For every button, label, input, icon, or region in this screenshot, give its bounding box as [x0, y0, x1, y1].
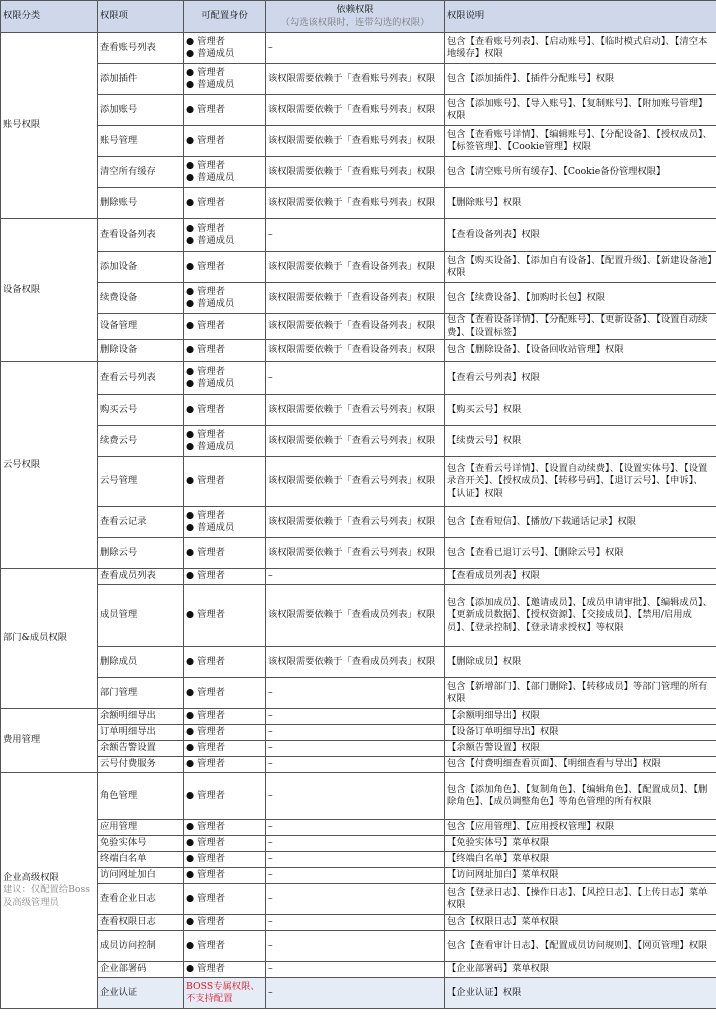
roles-cell — [184, 219, 266, 252]
roles-cell — [184, 538, 266, 569]
roles-list — [186, 286, 263, 311]
role-item: ● 管理者 — [186, 429, 263, 442]
category-cell — [1, 773, 98, 1009]
category-cell — [1, 709, 98, 773]
permission-item: 成员管理 — [98, 585, 184, 647]
table-row — [1, 820, 716, 836]
permission-item: 查看成员列表 — [98, 569, 184, 585]
table-row — [1, 757, 716, 773]
description-cell: 【终端白名单】菜单权限 — [445, 852, 716, 868]
roles-cell — [184, 962, 266, 978]
table-row — [1, 585, 716, 647]
dependency-cell: – — [266, 741, 445, 757]
description-cell: 包含【付费明细查看页面】、【明细查看与导出】权限 — [445, 757, 716, 773]
description-cell: 包含【查看账号详情】、【编辑账号】、【分配设备】、【授权成员】、【标签管理】、【Cookie管理】权限 — [445, 126, 716, 157]
table-row — [1, 95, 716, 126]
roles-list — [186, 821, 263, 834]
description-cell: 包含【权限日志】菜单权限 — [445, 915, 716, 931]
dependency-cell: – — [266, 773, 445, 820]
table-row — [1, 219, 716, 252]
description-cell: 【余额明细导出】权限 — [445, 709, 716, 725]
dependency-cell: – — [266, 915, 445, 931]
description-cell: 【购买云号】权限 — [445, 395, 716, 426]
permission-item: 订单明细导出 — [98, 725, 184, 741]
role-item: ● 管理者 — [186, 790, 263, 803]
dependency-cell: 该权限需要依赖于「查看云号列表」权限 — [266, 426, 445, 457]
table-row — [1, 773, 716, 820]
permission-item: 余额明细导出 — [98, 709, 184, 725]
category-cell — [1, 569, 98, 709]
permission-item: 删除云号 — [98, 538, 184, 569]
dependency-cell: 该权限需要依赖于「查看设备列表」权限 — [266, 252, 445, 283]
permission-item: 角色管理 — [98, 773, 184, 820]
table-row — [1, 538, 716, 569]
category-label: 费用管理 — [3, 734, 41, 746]
dependency-cell: 该权限需要依赖于「查看云号列表」权限 — [266, 507, 445, 538]
table-row — [1, 884, 716, 915]
roles-list — [186, 609, 263, 622]
description-cell: 包含【新增部门】、【部门删除】、【转移成员】等部门管理的所有权限 — [445, 678, 716, 709]
role-item: ● 管理者 — [186, 916, 263, 929]
header-category: 权限分类 — [1, 1, 98, 33]
table-row — [1, 33, 716, 64]
table-row — [1, 569, 716, 585]
dependency-cell: – — [266, 362, 445, 395]
dependency-cell: – — [266, 219, 445, 252]
table-row — [1, 157, 716, 188]
roles-list — [186, 687, 263, 700]
category-label: 企业高级权限 — [3, 871, 59, 883]
role-item: ● 管理者 — [186, 609, 263, 622]
dependency-cell: 该权限需要依赖于「查看成员列表」权限 — [266, 647, 445, 678]
permission-item: 余额告警设置 — [98, 741, 184, 757]
roles-cell — [184, 362, 266, 395]
table-row — [1, 188, 716, 219]
description-cell: 包含【添加角色】、【复制角色】、【编辑角色】、【配置成员】、【删除角色】、【成员调整角色】等角色管理的所有权限 — [445, 773, 716, 820]
roles-cell — [184, 647, 266, 678]
role-item: ● 普通成员 — [186, 441, 263, 454]
role-item: ● 管理者 — [186, 366, 263, 379]
permission-item: 查看云号列表 — [98, 362, 184, 395]
dependency-cell: 该权限需要依赖于「查看账号列表」权限 — [266, 157, 445, 188]
role-item: ● 普通成员 — [186, 522, 263, 535]
roles-cell — [184, 757, 266, 773]
description-cell: 包含【查看审计日志】、【配置成员访问规则】、【网页管理】权限 — [445, 931, 716, 962]
dependency-cell: 该权限需要依赖于「查看账号列表」权限 — [266, 188, 445, 219]
category-label: 账号权限 — [3, 119, 41, 131]
dependency-cell: 该权限需要依赖于「查看账号列表」权限 — [266, 95, 445, 126]
description-cell: 【查看成员列表】权限 — [445, 569, 716, 585]
roles-cell — [184, 64, 266, 95]
permission-item: 部门管理 — [98, 678, 184, 709]
role-item: ● 管理者 — [186, 837, 263, 850]
role-item: ● 普通成员 — [186, 298, 263, 311]
role-item: ● 管理者 — [186, 821, 263, 834]
roles-cell — [184, 836, 266, 852]
permission-item: 查看账号列表 — [98, 33, 184, 64]
role-item: ● 管理者 — [186, 853, 263, 866]
roles-cell — [184, 978, 266, 1009]
roles-list — [186, 837, 263, 850]
table-row — [1, 678, 716, 709]
description-cell: 包含【查看短信】、【播放/下载通话记录】权限 — [445, 507, 716, 538]
dependency-cell: – — [266, 962, 445, 978]
roles-cell — [184, 426, 266, 457]
table-row — [1, 64, 716, 95]
role-item: ● 管理者 — [186, 869, 263, 882]
permission-item: 删除账号 — [98, 188, 184, 219]
role-item: ● 管理者 — [186, 160, 263, 173]
dependency-cell: – — [266, 931, 445, 962]
dependency-cell: 该权限需要依赖于「查看账号列表」权限 — [266, 126, 445, 157]
header-item: 权限项 — [98, 1, 184, 33]
permission-item: 添加插件 — [98, 64, 184, 95]
roles-list — [186, 940, 263, 953]
permission-item: 成员访问控制 — [98, 931, 184, 962]
roles-cell — [184, 507, 266, 538]
roles-list — [186, 893, 263, 906]
description-cell: 包含【续费设备】、【加购时长包】权限 — [445, 283, 716, 314]
table-body — [1, 33, 716, 1009]
table-row — [1, 978, 716, 1009]
dependency-cell: – — [266, 725, 445, 741]
role-item: ● 管理者 — [186, 223, 263, 236]
role-item: ● 管理者 — [186, 547, 263, 560]
permission-item: 清空所有缓存 — [98, 157, 184, 188]
dependency-cell: – — [266, 820, 445, 836]
permission-item: 企业认证 — [98, 978, 184, 1009]
header-dependency-label: 依赖权限 — [336, 4, 374, 15]
table-row — [1, 962, 716, 978]
table-row — [1, 457, 716, 507]
dependency-cell: 该权限需要依赖于「查看成员列表」权限 — [266, 585, 445, 647]
role-item: ● 管理者 — [186, 963, 263, 976]
permission-item: 添加账号 — [98, 95, 184, 126]
role-item: ● 管理者 — [186, 36, 263, 49]
roles-list — [186, 570, 263, 583]
roles-cell — [184, 884, 266, 915]
roles-list — [186, 160, 263, 185]
category-cell — [1, 362, 98, 569]
roles-cell — [184, 395, 266, 426]
permission-item: 设备管理 — [98, 314, 184, 340]
permission-item: 购买云号 — [98, 395, 184, 426]
table-row — [1, 725, 716, 741]
role-item: ● 管理者 — [186, 742, 263, 755]
roles-list — [186, 853, 263, 866]
permission-item: 查看权限日志 — [98, 915, 184, 931]
roles-list — [186, 429, 263, 454]
category-label: 云号权限 — [3, 458, 41, 470]
description-cell: 包含【查看设备详情】、【分配账号】、【更新设备】、【设置自动续费】、【设置标签】 — [445, 314, 716, 340]
description-cell: 【查看云号列表】权限 — [445, 362, 716, 395]
description-cell: 包含【查看云号详情】、【设置自动续费】、【设置实体号】、【设置录音开关】、【授权成员】、【转移号码】、【退订云号】、【申诉】、【认证】权限 — [445, 457, 716, 507]
description-cell: 包含【应用管理】、【应用授权管理】权限 — [445, 820, 716, 836]
description-cell: 包含【删除设备】、【设备回收站管理】权限 — [445, 340, 716, 362]
dependency-cell: 该权限需要依赖于「查看设备列表」权限 — [266, 314, 445, 340]
table-row — [1, 931, 716, 962]
description-cell: 包含【登录日志】、【操作日志】、【风控日志】、【上传日志】菜单权限 — [445, 884, 716, 915]
roles-list — [186, 790, 263, 803]
table-header-row — [1, 1, 716, 33]
permission-item: 查看云记录 — [98, 507, 184, 538]
dependency-cell: – — [266, 884, 445, 915]
roles-cell — [184, 457, 266, 507]
roles-list — [186, 261, 263, 274]
roles-list — [186, 366, 263, 391]
roles-list — [186, 197, 263, 210]
roles-cell — [184, 252, 266, 283]
permission-item: 云号管理 — [98, 457, 184, 507]
table-row — [1, 709, 716, 725]
roles-list — [186, 742, 263, 755]
description-cell: 包含【添加账号】、【导入账号】、【复制账号】、【附加账号管理】权限 — [445, 95, 716, 126]
roles-cell — [184, 852, 266, 868]
description-cell: 【续费云号】权限 — [445, 426, 716, 457]
role-item: ● 普通成员 — [186, 48, 263, 61]
roles-list — [186, 223, 263, 248]
permission-item: 续费设备 — [98, 283, 184, 314]
permission-item: 访问网址加白 — [98, 868, 184, 884]
table-row — [1, 868, 716, 884]
roles-cell — [184, 915, 266, 931]
dependency-cell: – — [266, 757, 445, 773]
description-cell: 【查看设备列表】权限 — [445, 219, 716, 252]
dependency-cell: 该权限需要依赖于「查看云号列表」权限 — [266, 395, 445, 426]
boss-only-note: BOSS专属权限、不支持配置 — [186, 980, 260, 1004]
description-cell: 包含【查看已退订云号】、【删除云号】权限 — [445, 538, 716, 569]
permission-item: 添加设备 — [98, 252, 184, 283]
category-note: 建议：仅配置给Boss及高级管理员 — [3, 884, 91, 908]
role-item: ● 管理者 — [186, 687, 263, 700]
role-item: ● 管理者 — [186, 135, 263, 148]
table-row — [1, 126, 716, 157]
roles-list — [186, 656, 263, 669]
role-item: ● 管理者 — [186, 104, 263, 117]
table-row — [1, 647, 716, 678]
permission-item: 企业部署码 — [98, 962, 184, 978]
description-cell: 【余额告警设置】权限 — [445, 741, 716, 757]
dependency-cell: – — [266, 709, 445, 725]
permission-item: 应用管理 — [98, 820, 184, 836]
table-row — [1, 741, 716, 757]
role-item: ● 管理者 — [186, 286, 263, 299]
category-cell — [1, 33, 98, 219]
roles-cell — [184, 283, 266, 314]
role-item: ● 普通成员 — [186, 235, 263, 248]
roles-cell — [184, 741, 266, 757]
role-item: ● 管理者 — [186, 710, 263, 723]
category-label: 设备权限 — [3, 283, 41, 295]
role-item: ● 管理者 — [186, 940, 263, 953]
roles-list — [186, 67, 263, 92]
roles-cell — [184, 773, 266, 820]
roles-list — [186, 320, 263, 333]
table-row — [1, 340, 716, 362]
permission-item: 删除设备 — [98, 340, 184, 362]
roles-list — [186, 758, 263, 771]
roles-cell — [184, 314, 266, 340]
roles-cell — [184, 709, 266, 725]
role-item: ● 普通成员 — [186, 79, 263, 92]
roles-cell — [184, 931, 266, 962]
roles-list — [186, 36, 263, 61]
description-cell: 【删除账号】权限 — [445, 188, 716, 219]
header-dependency-note: （勾选该权限时，连带勾选的权限） — [280, 16, 430, 28]
role-item: ● 管理者 — [186, 67, 263, 80]
roles-cell — [184, 820, 266, 836]
permission-item: 账号管理 — [98, 126, 184, 157]
role-item: ● 普通成员 — [186, 172, 263, 185]
role-item: ● 管理者 — [186, 197, 263, 210]
role-item: ● 管理者 — [186, 758, 263, 771]
roles-list — [186, 135, 263, 148]
header-description: 权限说明 — [445, 1, 716, 33]
table-row — [1, 852, 716, 868]
role-item: ● 管理者 — [186, 261, 263, 274]
table-row — [1, 283, 716, 314]
role-item: ● 管理者 — [186, 893, 263, 906]
role-item: ● 管理者 — [186, 726, 263, 739]
roles-list — [186, 510, 263, 535]
dependency-cell: – — [266, 978, 445, 1009]
header-dependency — [266, 1, 445, 33]
roles-list — [186, 869, 263, 882]
table-row — [1, 836, 716, 852]
dependency-cell: 该权限需要依赖于「查看云号列表」权限 — [266, 538, 445, 569]
roles-list — [186, 916, 263, 929]
roles-cell — [184, 868, 266, 884]
permission-item: 云号付费服务 — [98, 757, 184, 773]
table-row — [1, 252, 716, 283]
description-cell: 包含【添加成员】、【邀请成员】、【成员申请审批】、【编辑成员】、【更新成员数据】、【授权资源】、【交接成员】、【禁用/启用成员】、【登录控制】、【登录请求授权】等权限 — [445, 585, 716, 647]
description-cell: 包含【购买设备】、【添加自有设备】、【配置升级】、【新建设备池】权限 — [445, 252, 716, 283]
table-row — [1, 362, 716, 395]
roles-list — [186, 104, 263, 117]
roles-cell — [184, 585, 266, 647]
roles-list — [186, 475, 263, 488]
permission-item: 删除成员 — [98, 647, 184, 678]
roles-list — [186, 404, 263, 417]
dependency-cell: 该权限需要依赖于「查看设备列表」权限 — [266, 283, 445, 314]
permission-item: 查看企业日志 — [98, 884, 184, 915]
header-roles: 可配置身份 — [184, 1, 266, 33]
roles-cell — [184, 95, 266, 126]
roles-cell — [184, 678, 266, 709]
permission-item: 终端白名单 — [98, 852, 184, 868]
role-item: ● 管理者 — [186, 510, 263, 523]
permission-item: 查看设备列表 — [98, 219, 184, 252]
roles-list — [186, 726, 263, 739]
description-cell: 【企业认证】权限 — [445, 978, 716, 1009]
dependency-cell: 该权限需要依赖于「查看设备列表」权限 — [266, 340, 445, 362]
table-row — [1, 507, 716, 538]
roles-list — [186, 963, 263, 976]
description-cell: 【删除成员】权限 — [445, 647, 716, 678]
roles-cell — [184, 157, 266, 188]
description-cell: 包含【清空账号所有缓存】、【Cookie备份管理权限】 — [445, 157, 716, 188]
roles-cell — [184, 725, 266, 741]
table-row — [1, 395, 716, 426]
role-item: ● 管理者 — [186, 656, 263, 669]
dependency-cell: – — [266, 836, 445, 852]
dependency-cell: 该权限需要依赖于「查看账号列表」权限 — [266, 64, 445, 95]
roles-cell — [184, 569, 266, 585]
dependency-cell: – — [266, 569, 445, 585]
roles-cell — [184, 188, 266, 219]
role-item: ● 管理者 — [186, 404, 263, 417]
description-cell: 包含【查看账号列表】、【启动账号】、【临时模式启动】、【清空本地缓存】权限 — [445, 33, 716, 64]
dependency-cell: – — [266, 868, 445, 884]
roles-cell — [184, 126, 266, 157]
role-item: ● 管理者 — [186, 475, 263, 488]
roles-cell — [184, 340, 266, 362]
role-item: ● 管理者 — [186, 344, 263, 357]
dependency-cell: – — [266, 33, 445, 64]
table-row — [1, 314, 716, 340]
dependency-cell: – — [266, 678, 445, 709]
description-cell: 【免验实体号】菜单权限 — [445, 836, 716, 852]
description-cell: 【设备订单明细导出】权限 — [445, 725, 716, 741]
roles-list — [186, 344, 263, 357]
role-item: ● 管理者 — [186, 570, 263, 583]
roles-cell — [184, 33, 266, 64]
description-cell: 【访问网址加白】菜单权限 — [445, 868, 716, 884]
dependency-cell: – — [266, 852, 445, 868]
dependency-cell: 该权限需要依赖于「查看云号列表」权限 — [266, 457, 445, 507]
category-cell — [1, 219, 98, 362]
permission-item: 续费云号 — [98, 426, 184, 457]
table-row — [1, 915, 716, 931]
description-cell: 【企业部署码】菜单权限 — [445, 962, 716, 978]
category-label: 部门&成员权限 — [3, 632, 68, 644]
role-item: ● 管理者 — [186, 320, 263, 333]
description-cell: 包含【添加插件】、【插件分配账号】权限 — [445, 64, 716, 95]
role-item: ● 普通成员 — [186, 378, 263, 391]
roles-list — [186, 547, 263, 560]
roles-list — [186, 710, 263, 723]
table-row — [1, 426, 716, 457]
permission-item: 免验实体号 — [98, 836, 184, 852]
